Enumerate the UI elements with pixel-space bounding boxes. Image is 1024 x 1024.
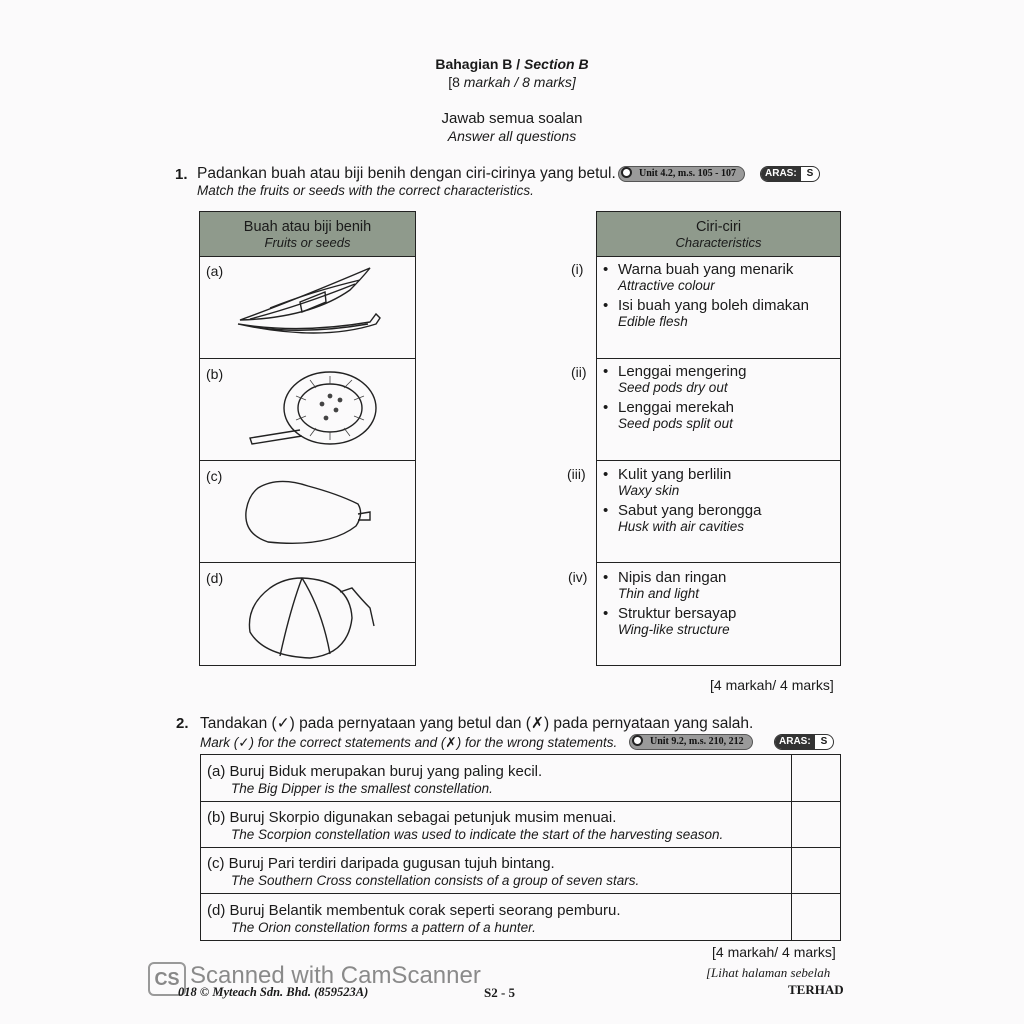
answer-box[interactable] bbox=[791, 801, 841, 848]
q2-text-my: Tandakan (✓) pada pernyataan yang betul dan (✗) pada pernyataan yang salah. bbox=[200, 715, 754, 732]
fruit-label: (a) bbox=[206, 263, 224, 279]
q1-number: 1. bbox=[175, 166, 188, 183]
q1-text-en: Match the fruits or seeds with the correct characteristics. bbox=[197, 183, 534, 198]
characteristic-label: (ii) bbox=[571, 364, 587, 380]
fruits-header: Buah atau biji benih Fruits or seeds bbox=[199, 211, 416, 257]
fruit-label: (d) bbox=[206, 570, 224, 586]
instruction-my: Jawab semua soalan bbox=[441, 110, 583, 127]
q2-reference-badge: Unit 9.2, m.s. 210, 212 bbox=[629, 734, 753, 750]
q1-marks: [4 markah/ 4 marks] bbox=[710, 677, 834, 693]
characteristic-item: • Kulit yang berlilin Waxy skin bbox=[603, 466, 732, 498]
statement-my: (d) Buruj Belantik membentuk corak seperti seorang pemburu. bbox=[207, 902, 621, 919]
characteristic-label: (iii) bbox=[567, 466, 586, 482]
next-page-note: [Lihat halaman sebelah bbox=[706, 965, 831, 980]
q2-level-badge: ARAS: S bbox=[774, 734, 834, 750]
statement-my: (c) Buruj Pari terdiri daripada gugusan tujuh bintang. bbox=[207, 855, 555, 872]
q2-number: 2. bbox=[176, 715, 189, 732]
q2-marks: [4 markah/ 4 marks] bbox=[712, 944, 836, 960]
fruit-label: (c) bbox=[206, 468, 223, 484]
characteristic-label: (i) bbox=[571, 261, 584, 277]
papaya-icon bbox=[238, 474, 378, 554]
answer-box[interactable] bbox=[791, 754, 841, 802]
characteristic-item: • Warna buah yang menarik Attractive colour bbox=[603, 261, 794, 293]
coconut-icon bbox=[240, 570, 380, 662]
q1-reference-badge: Unit 4.2, m.s. 105 - 107 bbox=[618, 166, 745, 182]
magnifier-icon bbox=[621, 167, 632, 178]
statement-my: (b) Buruj Skorpio digunakan sebagai petunjuk musim menuai. bbox=[207, 809, 617, 826]
fruit-label: (b) bbox=[206, 366, 224, 382]
statement-en: The Scorpion constellation was used to indicate the start of the harvesting season. bbox=[231, 827, 724, 842]
q1-level-badge: ARAS: S bbox=[760, 166, 820, 182]
characteristic-item: • Struktur bersayap Wing-like structure bbox=[603, 605, 737, 637]
page-number: S2 - 5 bbox=[484, 985, 516, 1000]
q1-text-my: Padankan buah atau biji benih dengan ciri-cirinya yang betul. bbox=[197, 165, 616, 182]
section-marks: [8 markah / 8 marks] bbox=[448, 74, 576, 90]
magnifier-icon bbox=[632, 735, 643, 746]
okra-icon bbox=[230, 262, 390, 342]
characteristic-item: • Nipis dan ringan Thin and light bbox=[603, 569, 727, 601]
restricted-label: TERHAD bbox=[788, 982, 844, 997]
copyright: 018 © Myteach Sdn. Bhd. (859523A) bbox=[178, 985, 369, 999]
characteristics-header: Ciri-ciri Characteristics bbox=[596, 211, 841, 257]
camscanner-logo: CS bbox=[148, 962, 186, 996]
statement-en: The Orion constellation forms a pattern of a hunter. bbox=[231, 920, 536, 935]
statement-en: The Southern Cross constellation consists of a group of seven stars. bbox=[231, 873, 640, 888]
q2-text-en: Mark (✓) for the correct statements and (✗) for the wrong statements. bbox=[200, 735, 618, 750]
seed-pod-icon bbox=[240, 366, 390, 458]
characteristic-item: • Lenggai mengering Seed pods dry out bbox=[603, 363, 747, 395]
characteristic-item: • Lenggai merekah Seed pods split out bbox=[603, 399, 734, 431]
section-title: Bahagian B / Section B bbox=[435, 56, 589, 72]
answer-box[interactable] bbox=[791, 893, 841, 941]
statement-my: (a) Buruj Biduk merupakan buruj yang paling kecil. bbox=[207, 763, 543, 780]
characteristic-item: • Sabut yang berongga Husk with air cavities bbox=[603, 502, 762, 534]
answer-box[interactable] bbox=[791, 847, 841, 894]
instruction-en: Answer all questions bbox=[447, 128, 577, 144]
watermark: Scanned with CamScanner bbox=[190, 962, 481, 989]
statement-en: The Big Dipper is the smallest constellation. bbox=[231, 781, 493, 796]
characteristic-label: (iv) bbox=[568, 569, 588, 585]
characteristic-item: • Isi buah yang boleh dimakan Edible flesh bbox=[603, 297, 809, 329]
